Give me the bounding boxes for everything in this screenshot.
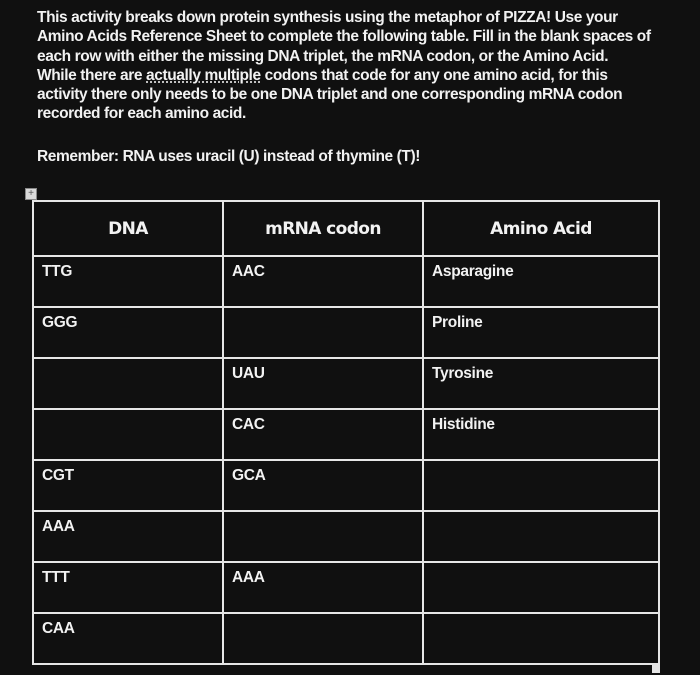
instructions-line: activity there only needs to be one DNA triplet and one corresponding mRNA codon (37, 86, 623, 104)
instructions-text: While there are (37, 66, 147, 84)
instructions-text: codons that code for any one amino acid, for this (260, 66, 608, 84)
mrna-cell[interactable]: UAU (223, 358, 423, 409)
amino-acid-cell[interactable] (423, 511, 659, 562)
table-row (33, 511, 659, 562)
amino-acid-cell[interactable]: Proline (423, 307, 659, 358)
table-row (33, 613, 659, 664)
mrna-cell[interactable]: AAA (223, 562, 423, 613)
mrna-cell[interactable] (223, 511, 423, 562)
dna-cell[interactable]: TTT (33, 562, 223, 613)
dna-cell[interactable] (33, 358, 223, 409)
amino-acid-cell[interactable]: Asparagine (423, 256, 659, 307)
instructions-line: each row with either the missing DNA triplet, the mRNA codon, or the Amino Acid. (37, 47, 609, 65)
table-header-row (33, 201, 659, 256)
table-row (33, 358, 659, 409)
amino-acid-cell[interactable]: Histidine (423, 409, 659, 460)
dna-cell[interactable]: CGT (33, 460, 223, 511)
instructions-line: This activity breaks down protein synthesis using the metaphor of PIZZA! Use your (37, 9, 618, 26)
table-row (33, 460, 659, 511)
dna-cell[interactable]: TTG (33, 256, 223, 307)
table-row (33, 409, 659, 460)
dna-cell[interactable] (33, 409, 223, 460)
dna-cell[interactable]: CAA (33, 613, 223, 664)
mrna-cell[interactable]: AAC (223, 256, 423, 307)
table-row (33, 307, 659, 358)
amino-acid-cell[interactable] (423, 613, 659, 664)
mrna-cell[interactable] (223, 613, 423, 664)
dna-cell[interactable]: AAA (33, 511, 223, 562)
mrna-cell[interactable]: GCA (223, 460, 423, 511)
reminder-note: Remember: RNA uses uracil (U) instead of thymine (T)! (37, 148, 421, 165)
mrna-cell[interactable]: CAC (223, 409, 423, 460)
amino-acid-cell[interactable]: Tyrosine (423, 358, 659, 409)
underlined-phrase: actually multiple (146, 66, 261, 84)
header-dna: DNA (33, 201, 223, 256)
mrna-cell[interactable] (223, 307, 423, 358)
header-amino-acid: Amino Acid (423, 201, 659, 256)
dna-cell[interactable]: GGG (33, 307, 223, 358)
amino-acid-cell[interactable] (423, 562, 659, 613)
codon-table (32, 200, 660, 665)
instructions-paragraph (37, 8, 697, 124)
resize-handle-icon[interactable] (652, 665, 660, 673)
amino-acid-cell[interactable] (423, 460, 659, 511)
header-mrna-codon: mRNA codon (223, 201, 423, 256)
instructions-line: recorded for each amino acid. (37, 105, 246, 123)
table-row (33, 562, 659, 613)
instructions-line (37, 66, 697, 85)
table-row (33, 256, 659, 307)
move-handle-icon[interactable]: + (25, 188, 37, 200)
instructions-line: Amino Acids Reference Sheet to complete the following table. Fill in the blank spaces of (37, 28, 651, 46)
